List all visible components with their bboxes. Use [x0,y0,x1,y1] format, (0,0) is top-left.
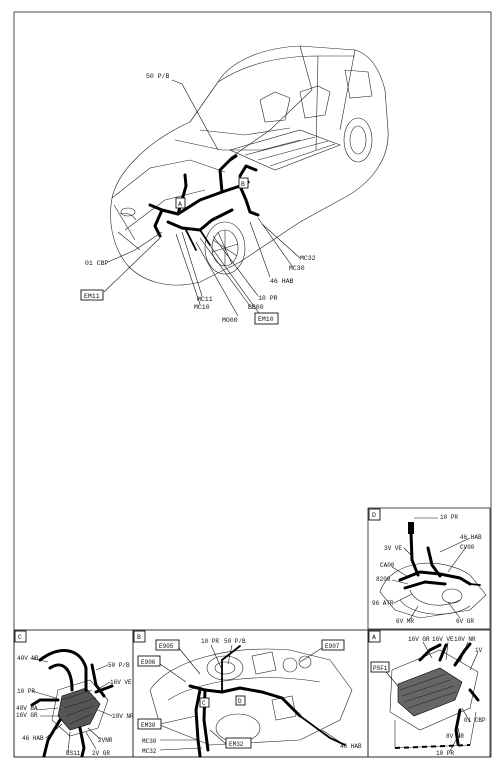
panel-b-label-10pr: 10 PR [201,638,220,645]
panel-d-label-46hab: 46 HAB [460,534,482,541]
panel-a-label-16vgr: 16V GR [408,636,430,643]
callout-bb00: BB00 [248,304,264,311]
panel-b-label-50pb: 50 P/B [224,638,246,645]
panel-d-label-8209: 8209 [376,576,391,583]
panel-d-label-10pr: 10 PR [440,514,459,521]
panel-c-label-50pb: 50 P/B [108,662,130,669]
panel-d-label-6vmr: 6V MR [396,618,415,625]
panel-d-label-cv00: CV00 [460,544,475,551]
panel-a [368,630,490,757]
panel-b-marker-c: C [202,700,206,707]
panel-b-label-e905: E905 [159,643,174,650]
callout-50-pb: 50 P/B [146,73,170,80]
panel-b-label-e907: E907 [325,643,340,650]
callout-10-pr: 10 PR [258,295,278,302]
panel-d-label-3vve: 3V VE [384,545,403,552]
callout-em11: EM11 [84,293,100,300]
panel-c-label-40vnr: 40V NR [17,655,39,662]
callout-46-hab: 46 HAB [270,278,294,285]
panel-d [368,508,490,629]
panel-c [14,630,134,757]
sheet-frame [14,12,491,757]
panel-a-label-1v: 1V [475,647,483,654]
panel-a-label-8vnr: 8V NR [446,733,465,740]
panel-b-tag: B [137,634,141,641]
callout-mc10: MC10 [194,304,210,311]
car-illustration [111,46,389,285]
panel-a-label-16vve: 16V VE [432,636,454,643]
panel-c-label-46hab: 46 HAB [22,735,44,742]
panel-c-tag: C [18,634,22,641]
panel-c-label-10vnr: 10V NR [112,713,134,720]
callout-em10: EM10 [258,316,274,323]
panel-b-label-mc30: MC30 [142,738,157,745]
panel-b-label-em30: EM30 [141,722,156,729]
callout-mo00: MO00 [222,317,238,324]
panel-b-marker-d: D [238,698,242,705]
panel-d-tag: D [372,512,376,519]
panel-a-label-10pr: 10 PR [436,750,455,757]
callout-mc30: MC30 [289,265,305,272]
panel-d-label-6vgr: 6V GR [456,618,475,625]
panel-a-label-10vnr: 10V NR [454,636,476,643]
marker-b-label: B [241,181,245,188]
callout-01-cbp: 01 CBP [85,260,109,267]
panel-b [133,630,368,757]
callout-mc11: MC11 [197,296,213,303]
panel-b-label-mc32: MC32 [142,748,157,755]
panel-b-label-em32: EM32 [229,741,244,748]
panel-b-label-e906: E906 [141,659,156,666]
panel-c-label-40vba: 40V BA [16,705,38,712]
callout-mc32: MC32 [300,255,316,262]
panel-c-label-2vgr: 2V GR [92,750,111,757]
panel-a-label-psf1: PSF1 [373,665,388,672]
panel-c-label-16vve: 16V VE [110,679,132,686]
marker-a-label: A [178,201,182,208]
panel-c-label-2vnr: 2VNR [98,737,113,744]
panel-b-label-46hab: 46 HAB [340,743,362,750]
panel-d-label-ca00: CA00 [380,562,395,569]
panel-c-label-16vgr: 16V GR [16,712,38,719]
panel-d-label-96atr: 96 ATR [372,600,394,607]
panel-c-label-10pr: 10 PR [17,688,36,695]
main-harness [150,156,258,250]
panel-a-label-01cbp: 01 CBP [464,717,486,724]
panel-a-tag: A [372,634,376,641]
panel-c-label-bs11: BS11 [66,750,81,757]
